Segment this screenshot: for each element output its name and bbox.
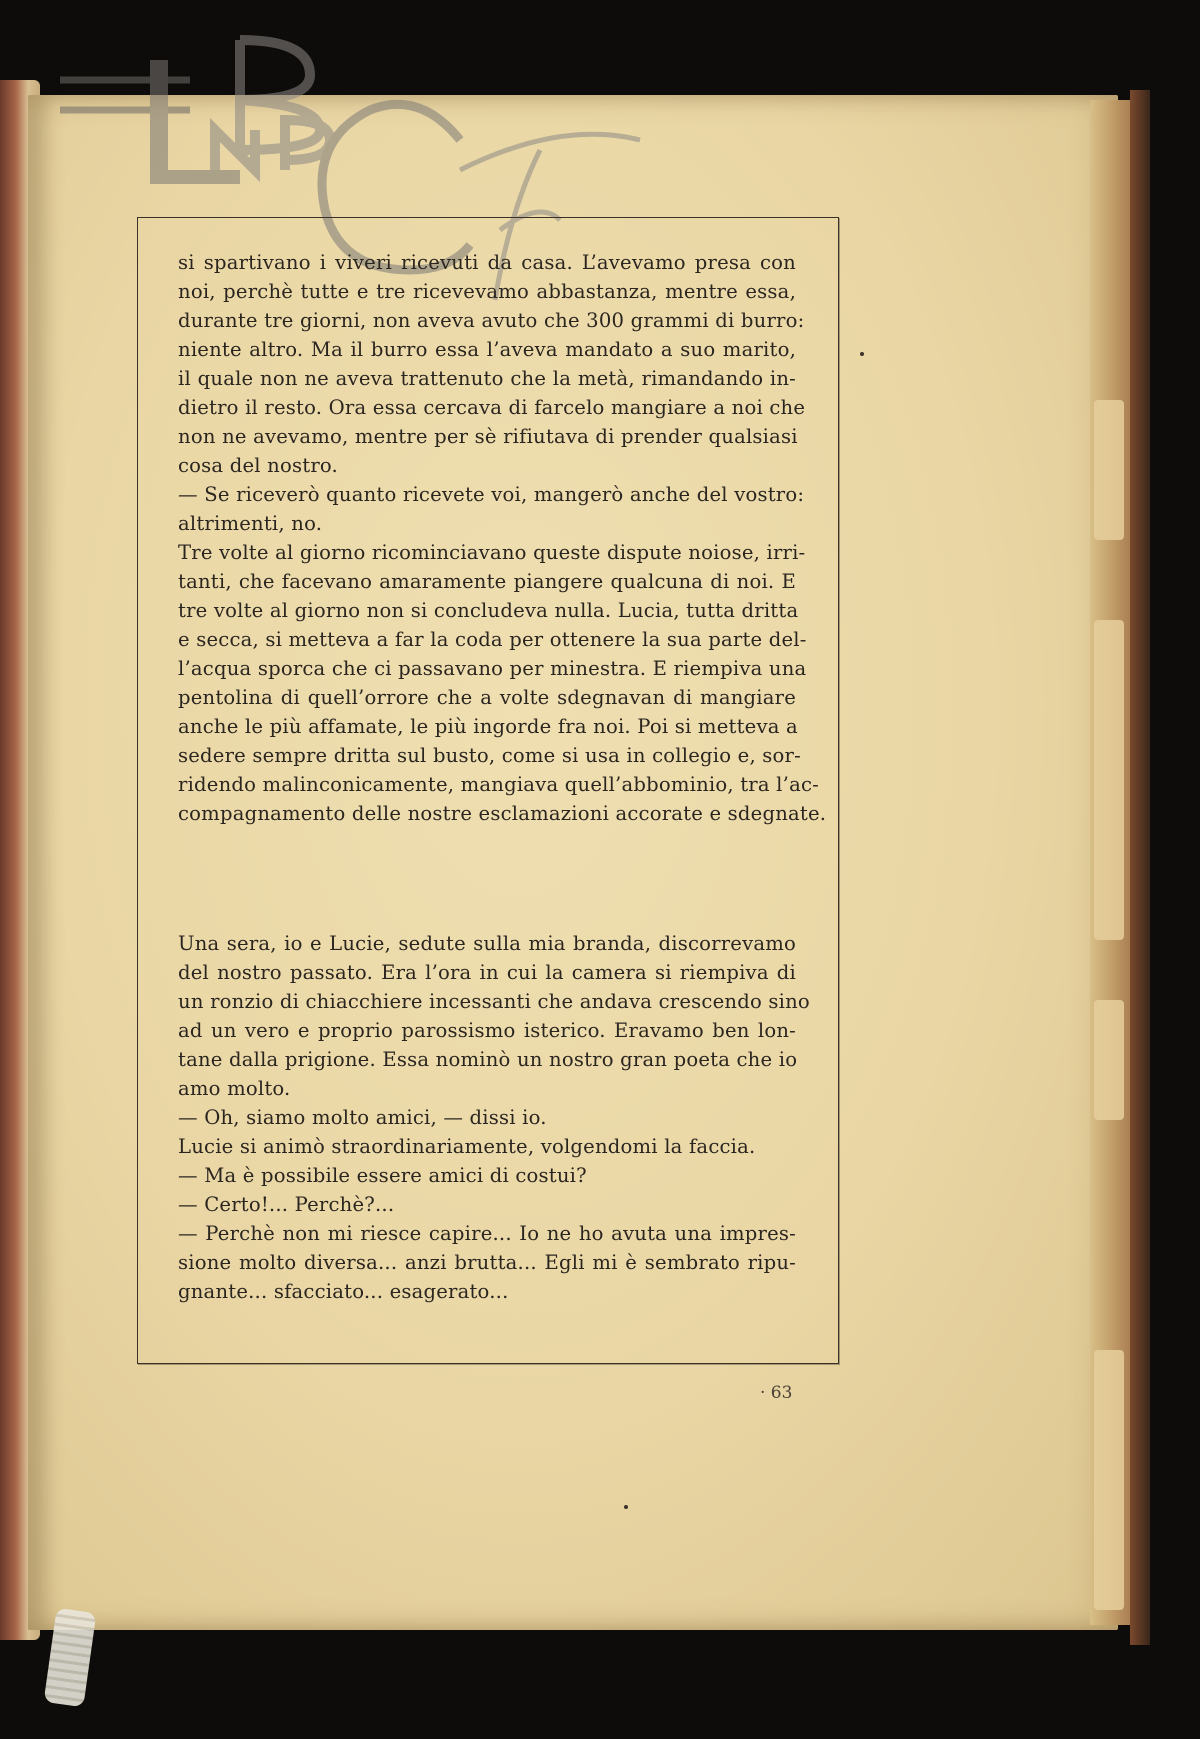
text-line: l’acqua sporca che ci passavano per minestra. E riempiva una <box>178 657 807 680</box>
text-line: tre volte al giorno non si concludeva nulla. Lucia, tutta dritta <box>178 599 799 622</box>
text-line: — Se riceverò quanto ricevete voi, mangerò anche del vostro: <box>178 483 805 506</box>
book-cover-edge <box>1130 90 1150 1645</box>
text-line: niente altro. Ma il burro essa l’aveva mandato a suo marito, <box>178 338 796 361</box>
text-frame <box>137 217 839 1364</box>
text-line: gnante... sfacciato... esagerato... <box>178 1280 509 1303</box>
text-line: Tre volte al giorno ricominciavano queste dispute noiose, irri- <box>178 541 806 564</box>
text-line: amo molto. <box>178 1077 291 1100</box>
text-line: noi, perchè tutte e tre ricevevamo abbastanza, mentre essa, <box>178 280 796 303</box>
text-line: cosa del nostro. <box>178 454 338 477</box>
text-line: — Perchè non mi riesce capire... Io ne ho avuta una impres- <box>178 1222 796 1245</box>
text-line: — Oh, siamo molto amici, — dissi io. <box>178 1106 547 1129</box>
text-line: altrimenti, no. <box>178 512 323 535</box>
text-line: pentolina di quell’orrore che a volte sdegnavan di mangiare <box>178 686 796 709</box>
text-line: — Ma è possibile essere amici di costui? <box>178 1164 587 1187</box>
torn-page-piece <box>1094 1000 1124 1120</box>
paper-speck <box>860 352 864 356</box>
text-line: non ne avevamo, mentre per sè rifiutava di prender qualsiasi <box>178 425 798 448</box>
paper-speck <box>624 1505 628 1509</box>
text-line: e secca, si metteva a far la coda per ottenere la sua parte del- <box>178 628 807 651</box>
text-line: si spartivano i viveri ricevuti da casa. L’avevamo presa con <box>178 251 796 274</box>
torn-page-piece <box>1094 620 1124 940</box>
torn-page-piece <box>1094 1350 1124 1610</box>
torn-page-piece <box>1094 400 1124 540</box>
text-line: il quale non ne aveva trattenuto che la metà, rimandando in- <box>178 367 796 390</box>
text-line: tanti, che facevano amaramente piangere qualcuna di noi. E <box>178 570 796 593</box>
text-line: tane dalla prigione. Essa nominò un nostro gran poeta che io <box>178 1048 798 1071</box>
text-line: anche le più affamate, le più ingorde fra noi. Poi si metteva a <box>178 715 798 738</box>
text-line: sedere sempre dritta sul busto, come si usa in collegio e, sor- <box>178 744 801 767</box>
text-line: sione molto diversa... anzi brutta... Egli mi è sembrato ripu- <box>178 1251 796 1274</box>
text-line: Una sera, io e Lucie, sedute sulla mia branda, discorrevamo <box>178 932 796 955</box>
paragraph-block-1 <box>178 248 827 828</box>
text-line: durante tre giorni, non aveva avuto che 300 grammi di burro: <box>178 309 805 332</box>
paragraph-block-2 <box>178 929 810 1306</box>
page-number: · 63 <box>760 1383 793 1403</box>
text-line: del nostro passato. Era l’ora in cui la camera si riempiva di <box>178 961 796 984</box>
text-line: compagnamento delle nostre esclamazioni accorate e sdegnate. <box>178 802 827 825</box>
text-line: dietro il resto. Ora essa cercava di farcelo mangiare a noi che <box>178 396 806 419</box>
text-line: ridendo malinconicamente, mangiava quell’abbominio, tra l’ac- <box>178 773 819 796</box>
text-line: — Certo!... Perchè?... <box>178 1193 395 1216</box>
text-line: ad un vero e proprio parossismo isterico. Eravamo ben lon- <box>178 1019 796 1042</box>
text-line: un ronzio di chiacchiere incessanti che andava crescendo sino <box>178 990 810 1013</box>
text-line: Lucie si animò straordinariamente, volgendomi la faccia. <box>178 1135 756 1158</box>
